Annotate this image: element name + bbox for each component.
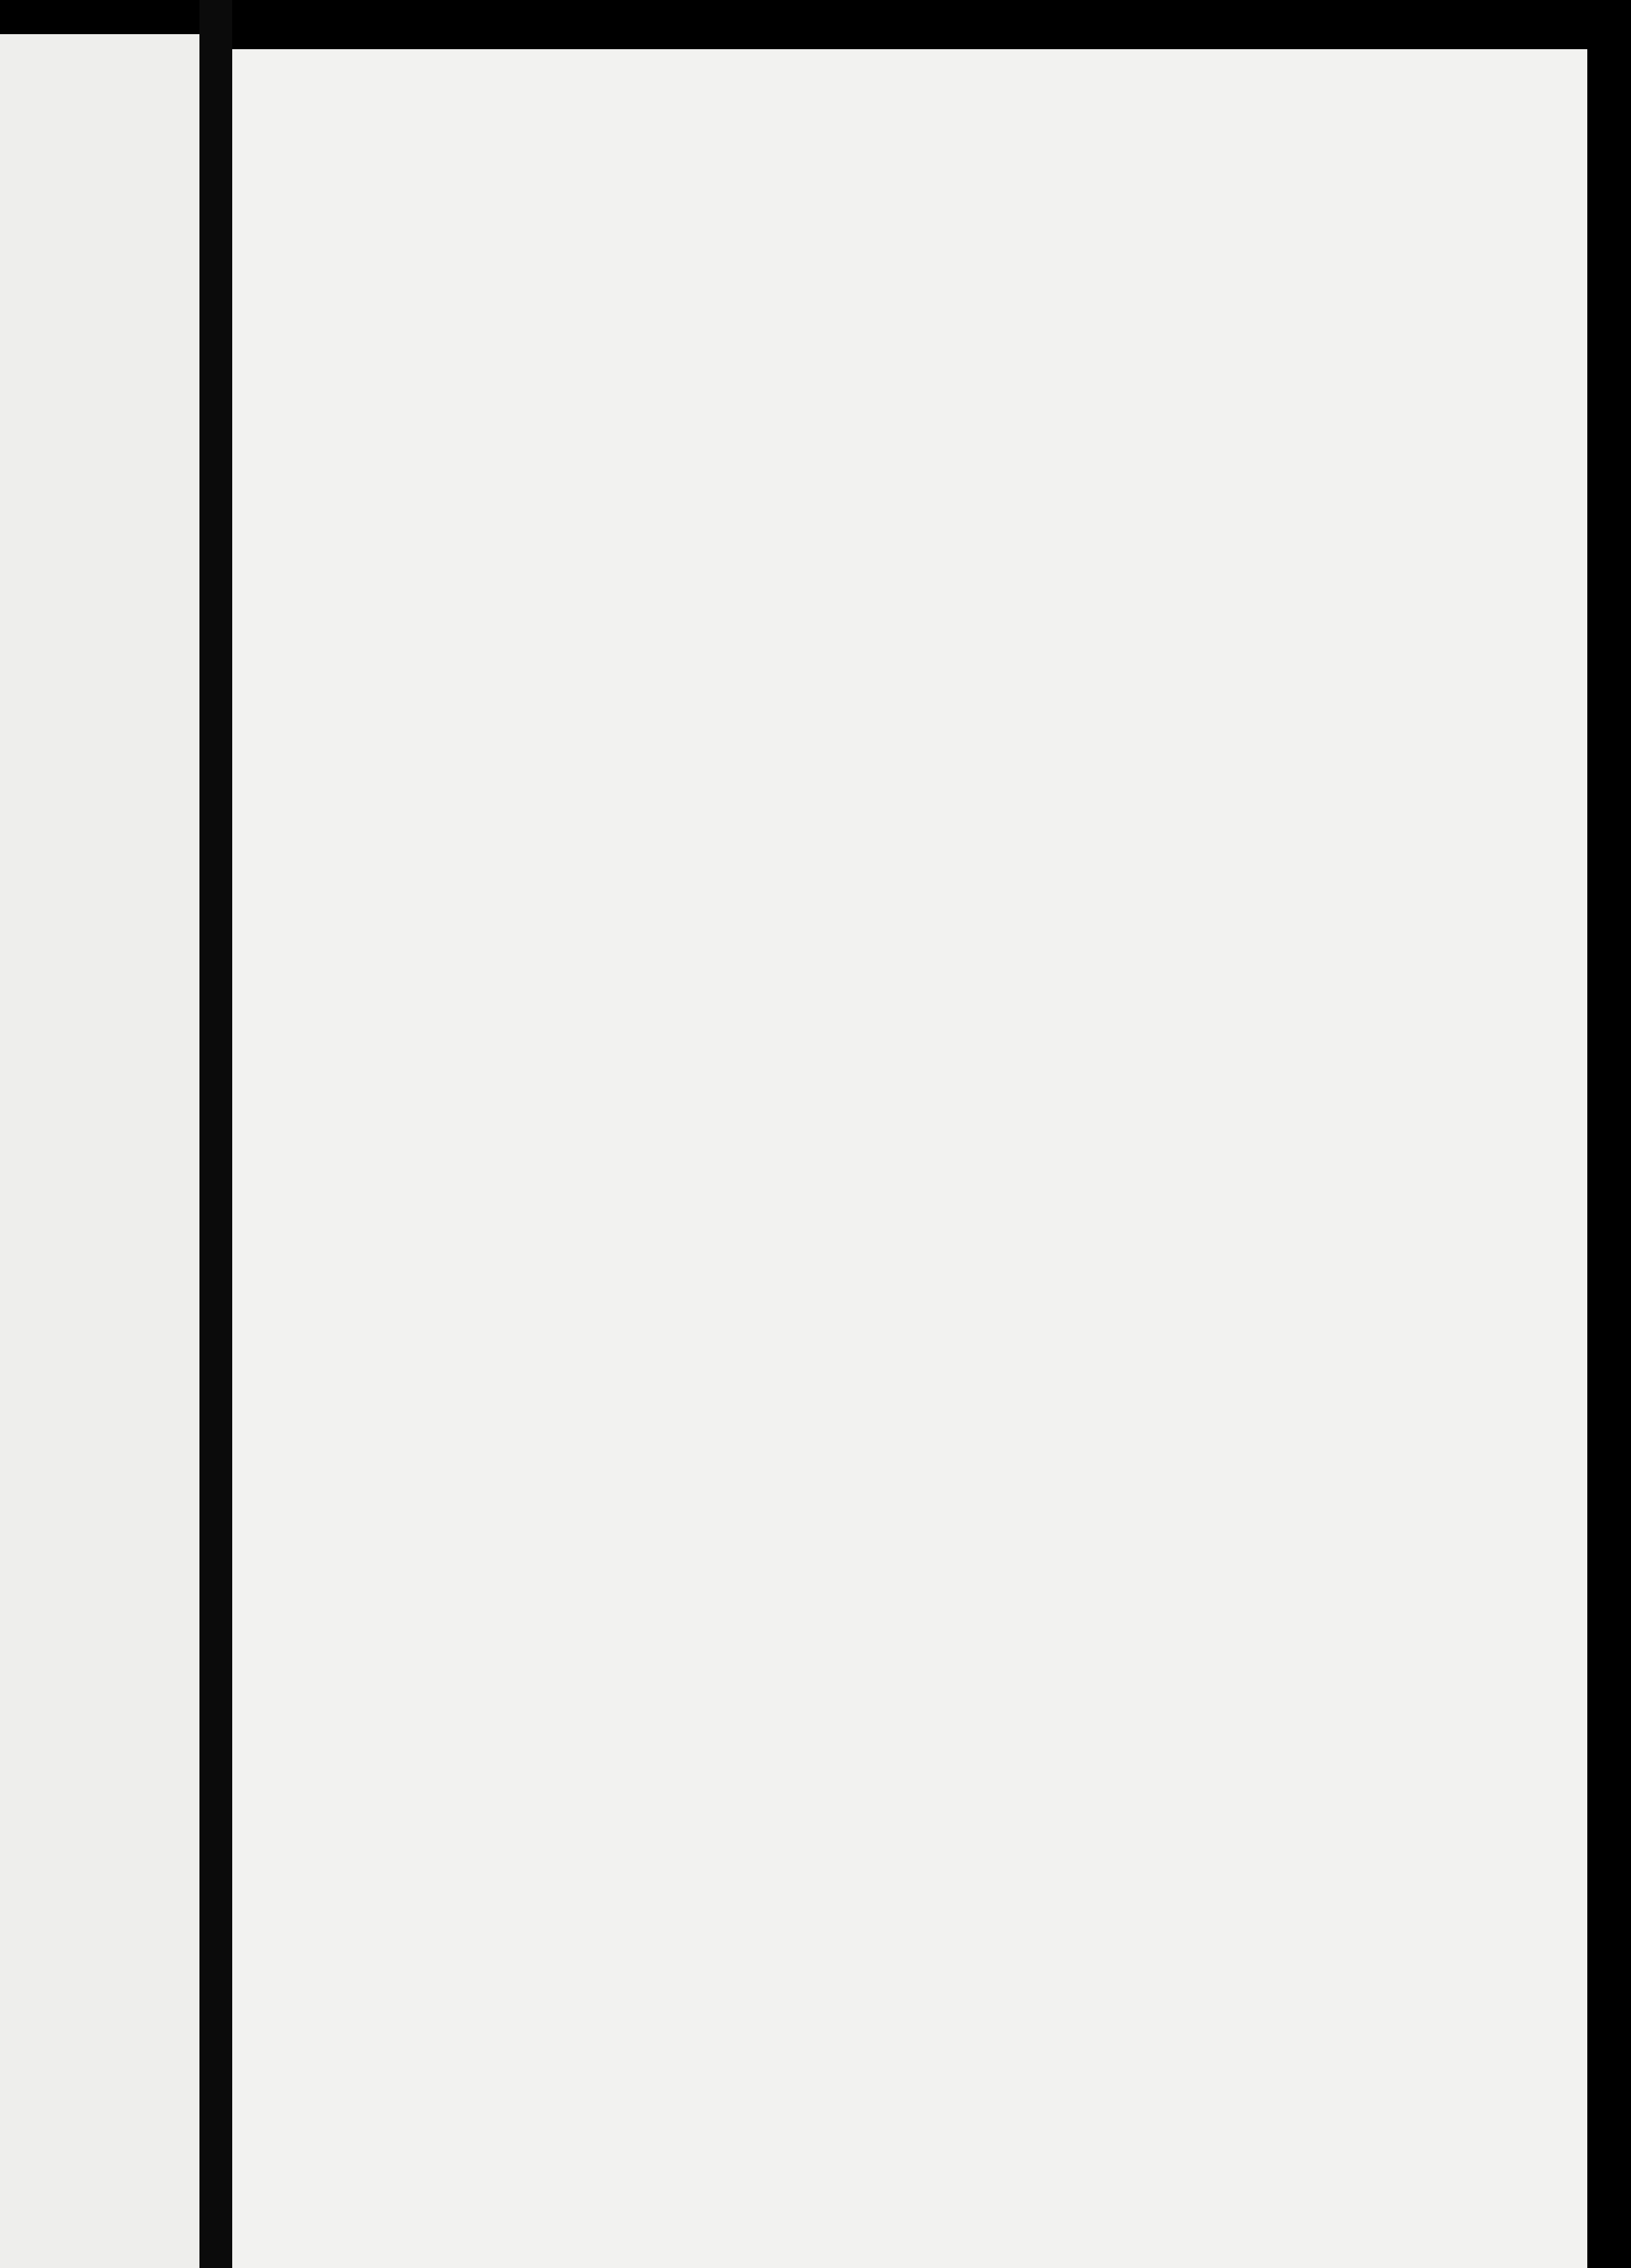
left-page <box>0 34 199 2268</box>
running-header <box>232 253 1587 287</box>
binding-gutter <box>199 0 232 2268</box>
main-page <box>232 49 1587 2268</box>
